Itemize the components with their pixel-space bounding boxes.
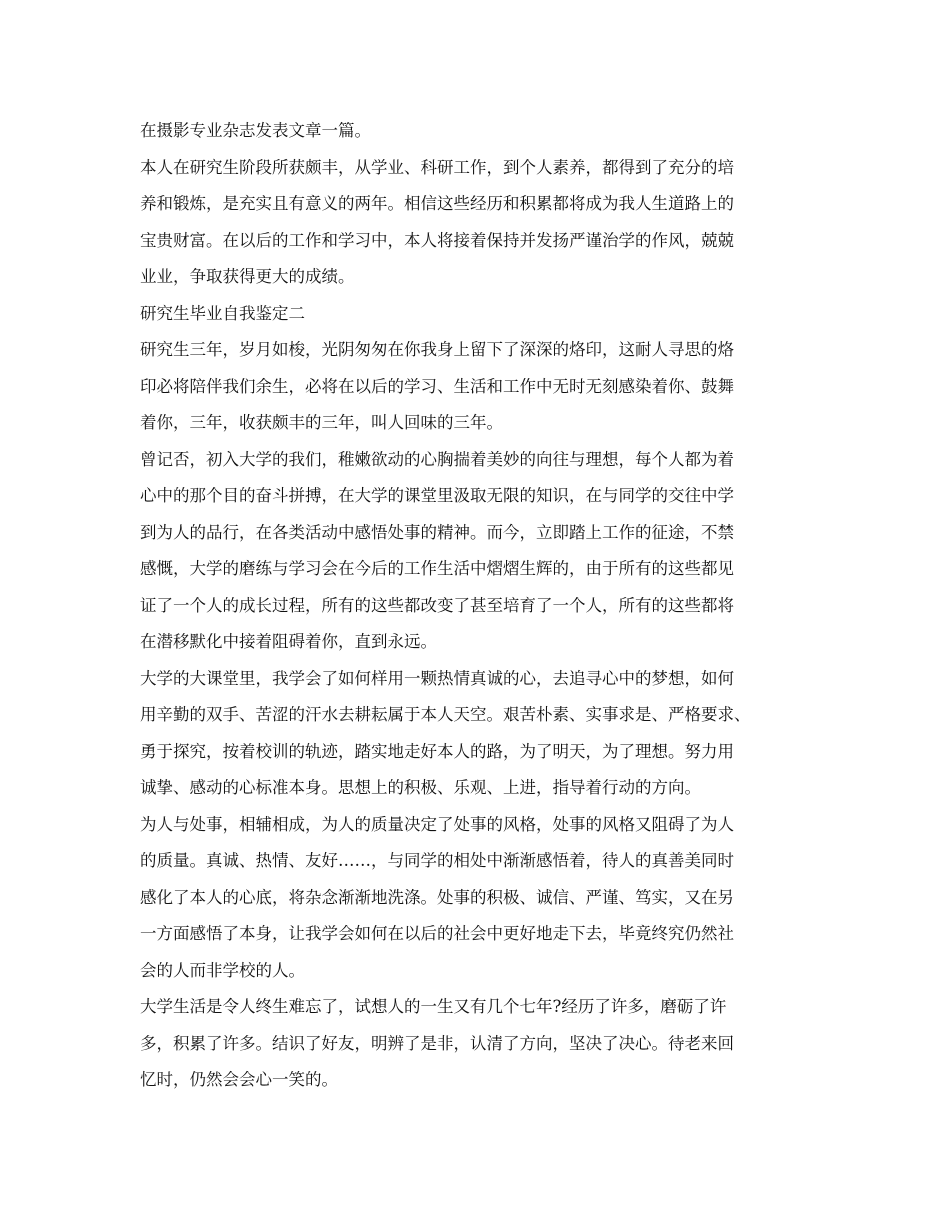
text-line: 的质量。真诚、热情、友好……，与同学的相处中渐渐感悟着，待人的真善美同时 [140,851,734,870]
text-line: 忆时，仍然会会心一笑的。 [140,1070,338,1089]
text-line: 研究生三年，岁月如梭，光阴匆匆在你我身上留下了深深的烙印，这耐人寻思的烙 [140,340,734,359]
text-line: 勇于探究，按着校训的轨迹，踏实地走好本人的路，为了明天，为了理想。努力用 [140,741,734,761]
section-heading: 研究生毕业自我鉴定二 [140,303,305,323]
text-line: 一方面感悟了本身，让我学会如何在以后的社会中更好地走下去，毕竟终究仍然社 [140,924,734,943]
document-body [140,113,820,1099]
text-line: 在潜移默化中接着阻碍着你，直到永远。 [140,632,437,651]
text-line: 感化了本人的心底，将杂念渐渐地洗涤。处事的积极、诚信、严谨、笃实，又在另 [140,887,734,907]
text-line: 感慨，大学的磨练与学习会在今后的工作生活中熠熠生辉的，由于所有的这些都见 [140,559,734,578]
text-line: 用辛勤的双手、苦涩的汗水去耕耘属于本人天空。艰苦朴素、实事求是、严格要求、 [140,705,751,724]
text-line: 多，积累了许多。结识了好友，明辨了是非，认清了方向，坚决了决心。待老来回 [140,1033,734,1053]
text-line: 本人在研究生阶段所获颇丰，从学业、科研工作，到个人素养，都得到了充分的培 [140,157,734,177]
text-line: 宝贵财富。在以后的工作和学习中，本人将接着保持并发扬严谨治学的作风，兢兢 [140,230,734,250]
text-line: 大学生活是令人终生难忘了，试想人的一生又有几个七年?经历了许多，磨砺了许 [140,997,727,1016]
text-line: 曾记否，初入大学的我们，稚嫩欲动的心胸揣着美妙的向往与理想，每个人都为着 [140,449,734,469]
text-line: 到为人的品行，在各类活动中感悟处事的精神。而今，立即踏上工作的征途，不禁 [140,522,734,542]
text-line: 在摄影专业杂志发表文章一篇。 [140,121,371,140]
text-line: 诚挚、感动的心标准本身。思想上的积极、乐观、上进，指导着行动的方向。 [140,778,701,797]
text-line: 大学的大课堂里，我学会了如何样用一颗热情真诚的心，去追寻心中的梦想，如何 [140,668,734,688]
text-line: 着你，三年，收获颇丰的三年，叫人回味的三年。 [140,413,503,432]
text-line: 心中的那个目的奋斗拼搏，在大学的课堂里汲取无限的知识，在与同学的交往中学 [140,486,734,505]
text-line: 为人与处事，相辅相成，为人的质量决定了处事的风格，处事的风格又阻碍了为人 [140,814,734,834]
text-line: 证了一个人的成长过程，所有的这些都改变了甚至培育了一个人，所有的这些都将 [140,595,734,615]
text-line: 业业，争取获得更大的成绩。 [140,267,355,286]
text-line: 会的人而非学校的人。 [140,960,305,980]
text-line: 养和锻炼，是充实且有意义的两年。相信这些经历和积累都将成为我人生道路上的 [140,194,734,213]
text-line: 印必将陪伴我们余生，必将在以后的学习、生活和工作中无时无刻感染着你、鼓舞 [140,376,734,396]
